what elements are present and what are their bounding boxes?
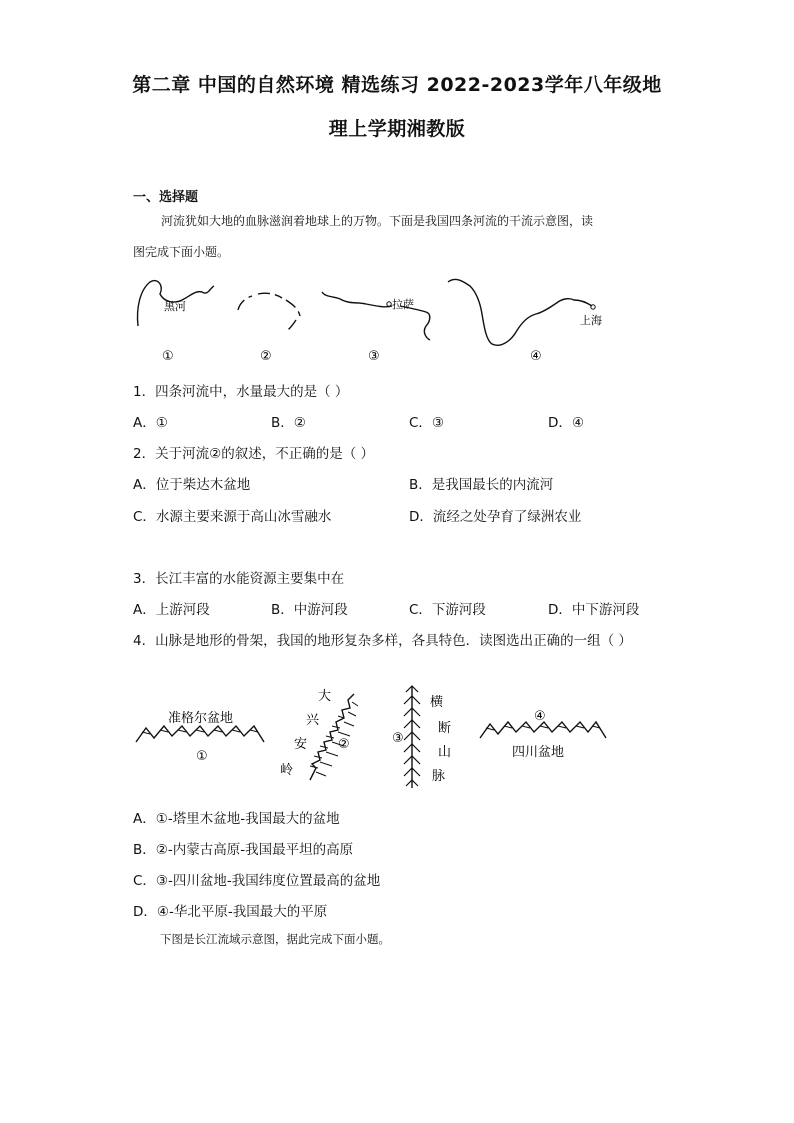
river-4-path: [448, 279, 592, 345]
q2-option-c[interactable]: C．水源主要来源于高山冰雪融水: [133, 509, 332, 525]
mountain-figure: [130, 680, 610, 792]
label-sichuan-basin: 四川盆地: [512, 745, 565, 760]
q4-option-a[interactable]: A．①-塔里木盆地-我国最大的盆地: [133, 811, 340, 827]
river-number-1: ①: [162, 349, 174, 364]
mountain-number-3: ③: [392, 731, 404, 746]
q3-option-b[interactable]: B．中游河段: [271, 602, 348, 618]
intro-paragraph: [133, 206, 663, 268]
mountain-range-2: [310, 694, 358, 780]
q3-option-c[interactable]: C．下游河段: [409, 602, 486, 618]
label-shanghai: 上海: [580, 314, 602, 327]
river-figure: [130, 268, 610, 372]
q4-option-c[interactable]: C．③-四川盆地-我国纬度位置最高的盆地: [133, 873, 381, 889]
label-hengduan-1: 横: [430, 695, 444, 710]
label-daxinganling-4: 岭: [280, 763, 294, 778]
question-3-stem: 3．长江丰富的水能资源主要集中在: [133, 571, 345, 587]
q2-option-a[interactable]: A．位于柴达木盆地: [133, 477, 251, 493]
mountain-range-3: [404, 686, 420, 788]
label-daxinganling-1: 大: [318, 689, 332, 704]
q3-option-d[interactable]: D．中下游河段: [548, 602, 640, 618]
label-heihe: 黑河: [164, 300, 186, 313]
q2-option-b[interactable]: B．是我国最长的内流河: [409, 477, 554, 493]
mountain-number-4: ④: [534, 709, 546, 724]
q2-option-d[interactable]: D．流经之处孕育了绿洲农业: [409, 509, 582, 525]
mountain-number-1: ①: [196, 749, 208, 764]
next-figure-note: 下图是长江流域示意图，据此完成下面小题。: [160, 932, 390, 946]
q1-option-c[interactable]: C．③: [409, 415, 445, 431]
label-hengduan-2: 断: [438, 721, 452, 736]
lasa-marker: [387, 302, 391, 306]
intro-line-2: 图完成下面小题。: [133, 245, 230, 259]
intro-line-1: 河流犹如大地的血脉滋润着地球上的万物。下面是我国四条河流的干流示意图，读: [161, 214, 594, 228]
q3-option-a[interactable]: A．上游河段: [133, 602, 210, 618]
document-title-line-2: 理上学期湘教版: [328, 118, 466, 140]
question-1-stem: 1．四条河流中，水量最大的是（ ）: [133, 384, 349, 400]
mountain-range-1: [136, 726, 264, 742]
question-4-stem: 4．山脉是地形的骨架，我国的地形复杂多样，各具特色．读图选出正确的一组（ ）: [133, 633, 632, 649]
mountain-number-2: ②: [338, 737, 350, 752]
label-junggar-basin: 准格尔盆地: [168, 711, 234, 726]
q4-option-b[interactable]: B．②-内蒙古高原-我国最平坦的高原: [133, 842, 354, 858]
river-number-4: ④: [530, 349, 542, 364]
river-number-2: ②: [260, 349, 272, 364]
q1-option-b[interactable]: B．②: [271, 415, 306, 431]
label-lasa: 拉萨: [392, 298, 414, 311]
river-2-path: [238, 293, 300, 330]
q1-option-a[interactable]: A．①: [133, 415, 168, 431]
label-daxinganling-2: 兴: [306, 713, 320, 728]
label-daxinganling-3: 安: [294, 737, 308, 752]
mountain-range-4: [480, 722, 606, 738]
document-title-line-1: 第二章 中国的自然环境 精选练习 2022-2023学年八年级地: [132, 74, 662, 96]
section-heading: 一、选择题: [133, 190, 199, 205]
question-2-stem: 2．关于河流②的叙述，不正确的是（ ）: [133, 446, 374, 462]
river-number-3: ③: [368, 349, 380, 364]
label-hengduan-3: 山: [438, 745, 452, 760]
shanghai-marker: [591, 305, 595, 309]
label-hengduan-4: 脉: [432, 769, 446, 784]
q1-option-d[interactable]: D．④: [548, 415, 584, 431]
q4-option-d[interactable]: D．④-华北平原-我国最大的平原: [133, 904, 328, 920]
